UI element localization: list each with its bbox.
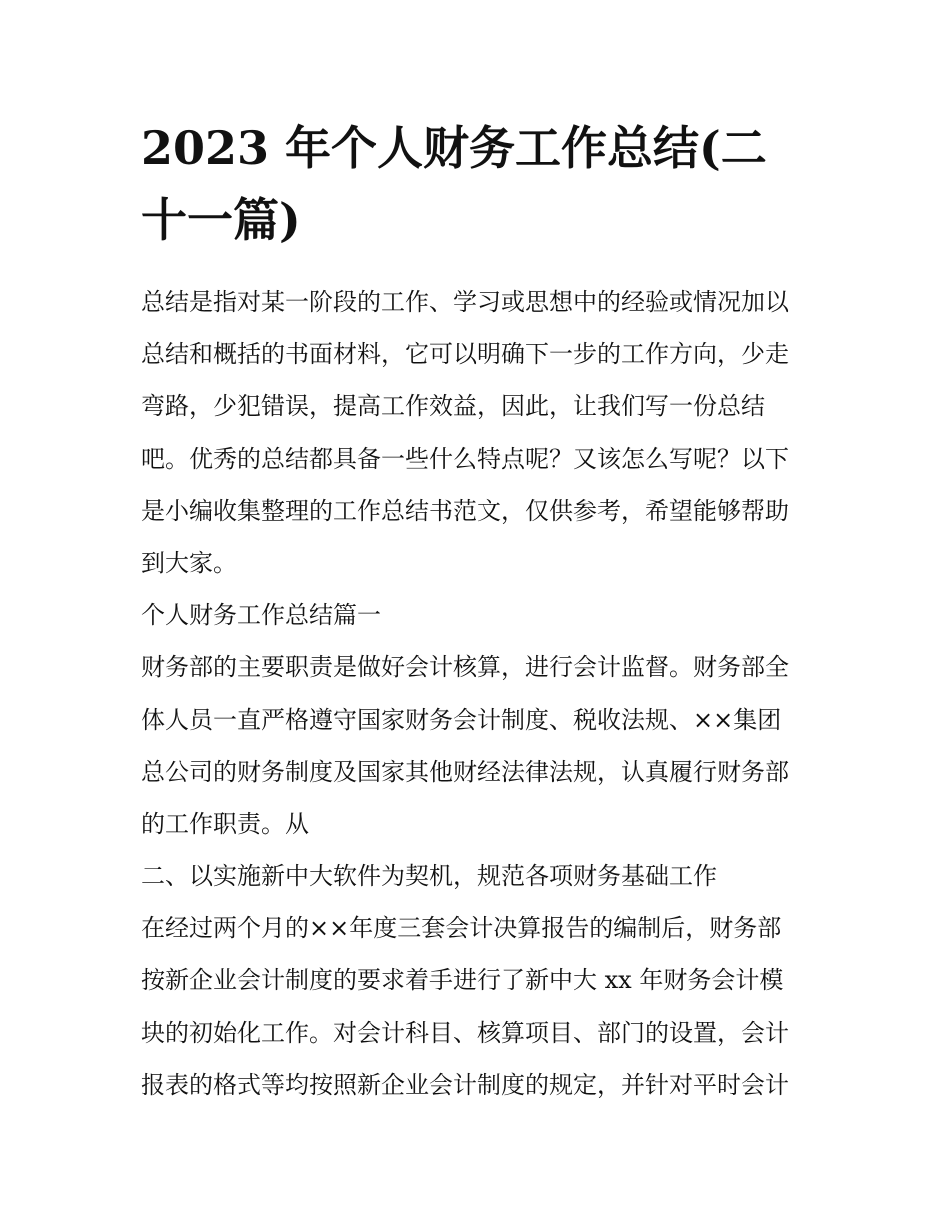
- body-line: 的工作职责。从: [141, 809, 309, 838]
- title-line-2: 十一篇): [141, 193, 301, 247]
- body-line: 块的初始化工作。对会计科目、核算项目、部门的设置，会计: [141, 1018, 789, 1047]
- title-line-1: 2023 年个人财务工作总结(二: [141, 121, 767, 175]
- body-line: 按新企业会计制度的要求着手进行了新中大 xx 年财务会计模: [141, 966, 784, 995]
- body-line: 在经过两个月的××年度三套会计决算报告的编制后，财务部: [141, 914, 782, 943]
- body-line: 弯路，少犯错误，提高工作效益，因此，让我们写一份总结: [141, 392, 765, 421]
- body-line: 报表的格式等均按照新企业会计制度的规定，并针对平时会计: [141, 1070, 789, 1099]
- body-line: 财务部的主要职责是做好会计核算，进行会计监督。财务部全: [141, 653, 789, 682]
- document-body: [141, 276, 821, 1111]
- document-title: [141, 112, 821, 256]
- body-line: 吧。优秀的总结都具备一些什么特点呢？又该怎么写呢？以下: [141, 444, 789, 473]
- section-heading: 二、以实施新中大软件为契机，规范各项财务基础工作: [141, 862, 717, 891]
- body-line: 是小编收集整理的工作总结书范文，仅供参考，希望能够帮助: [141, 496, 789, 525]
- body-line: 体人员一直严格遵守国家财务会计制度、税收法规、××集团: [141, 705, 782, 734]
- body-line: 总结和概括的书面材料，它可以明确下一步的工作方向，少走: [141, 340, 789, 369]
- section-heading: 个人财务工作总结篇一: [141, 601, 381, 630]
- body-line: 到大家。: [141, 548, 237, 577]
- body-line: 总结是指对某一阶段的工作、学习或思想中的经验或情况加以: [141, 288, 789, 316]
- body-line: 总公司的财务制度及国家其他财经法律法规，认真履行财务部: [141, 757, 789, 786]
